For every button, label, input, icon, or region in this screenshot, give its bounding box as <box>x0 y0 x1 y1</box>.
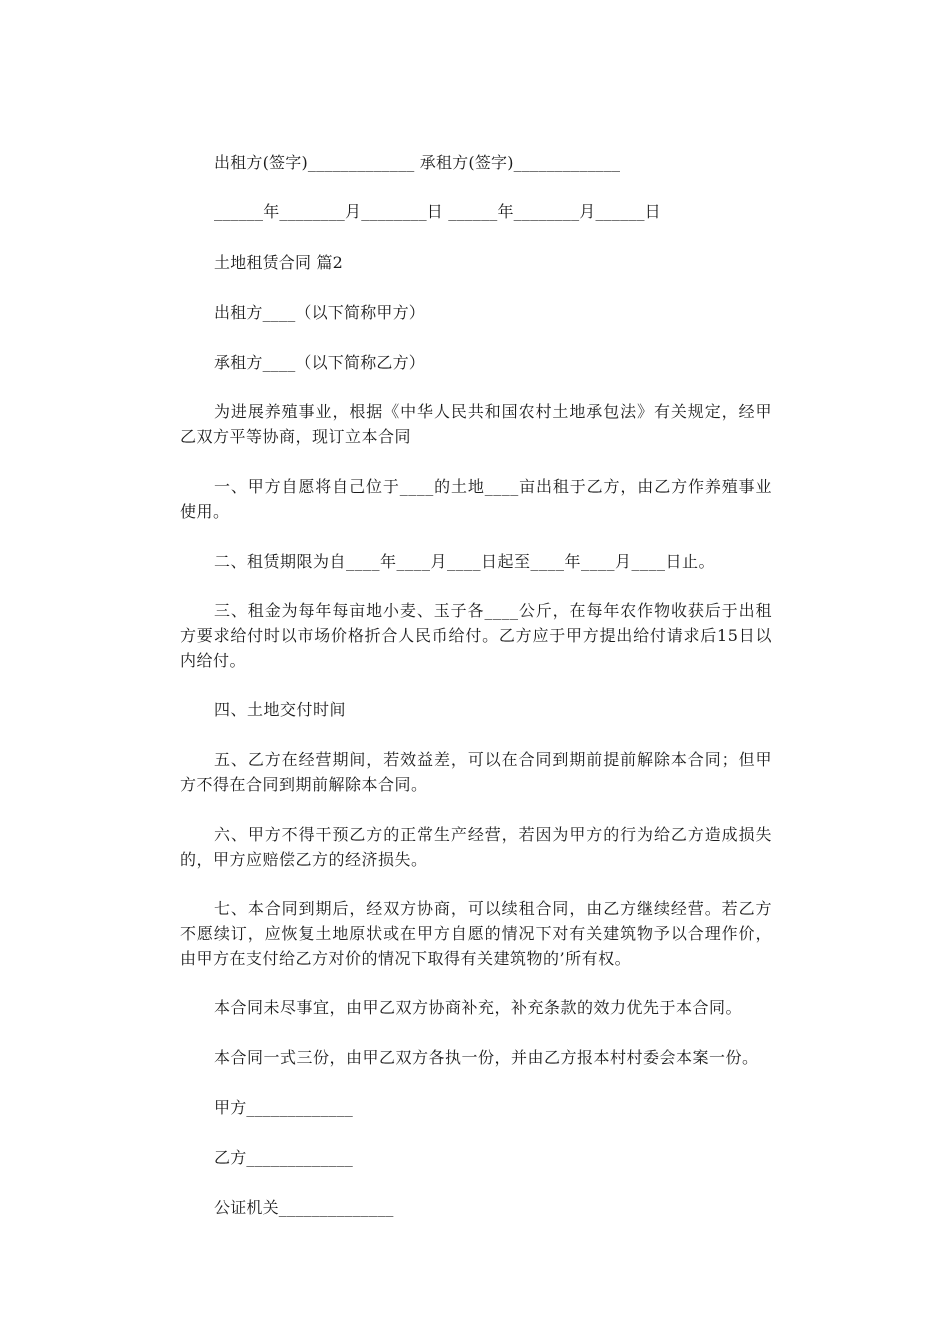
signature-party-b: 乙方_____________ <box>214 1148 354 1167</box>
closing-copies: 本合同一式三份，由甲乙双方各执一份，并由乙方报本村村委会本案一份。 <box>214 1048 759 1067</box>
clause-3: 三、租金为每年每亩地小麦、玉子各____公斤，在每年农作物收获后于出租方要求给付时以市场价格折合人民币给付。乙方应于甲方提出给付请求后15日以内给付。 <box>180 601 772 670</box>
signature-line-parties: 出租方(签字)_____________ 承租方(签字)_____________ <box>214 153 621 172</box>
signature-notary: 公证机关______________ <box>214 1198 394 1217</box>
lessor-line: 出租方____（以下简称甲方） <box>214 303 426 322</box>
closing-supplement: 本合同未尽事宜，由甲乙双方协商补充，补充条款的效力优先于本合同。 <box>214 998 743 1017</box>
clause-2: 二、租赁期限为自____年____月____日起至____年____月____日止。 <box>214 552 716 571</box>
signature-party-a: 甲方_____________ <box>214 1098 354 1117</box>
clause-1: 一、甲方自愿将自己位于____的土地____亩出租于乙方，由乙方作养殖事业使用。 <box>180 477 772 521</box>
section-title: 土地租赁合同 篇2 <box>214 253 344 272</box>
clause-7: 七、本合同到期后，经双方协商，可以续租合同，由乙方继续经营。若乙方不愿续订，应恢复土地原状或在甲方自愿的情况下对有关建筑物予以合理作价，由甲方在支付给乙方对价的情况下取得有关建筑物的’所有权。 <box>180 899 772 968</box>
clause-5: 五、乙方在经营期间，若效益差，可以在合同到期前提前解除本合同；但甲方不得在合同到期前解除本合同。 <box>180 750 772 794</box>
clause-4: 四、土地交付时间 <box>214 700 347 719</box>
preamble-paragraph: 为进展养殖事业，根据《中华人民共和国农村土地承包法》有关规定，经甲乙双方平等协商，现订立本合同 <box>180 402 772 446</box>
lessee-line: 承租方____（以下简称乙方） <box>214 353 426 372</box>
clause-6: 六、甲方不得干预乙方的正常生产经营，若因为甲方的行为给乙方造成损失的，甲方应赔偿乙方的经济损失。 <box>180 825 772 869</box>
signature-line-dates: ______年________月________日 ______年________月______日 <box>214 202 661 221</box>
